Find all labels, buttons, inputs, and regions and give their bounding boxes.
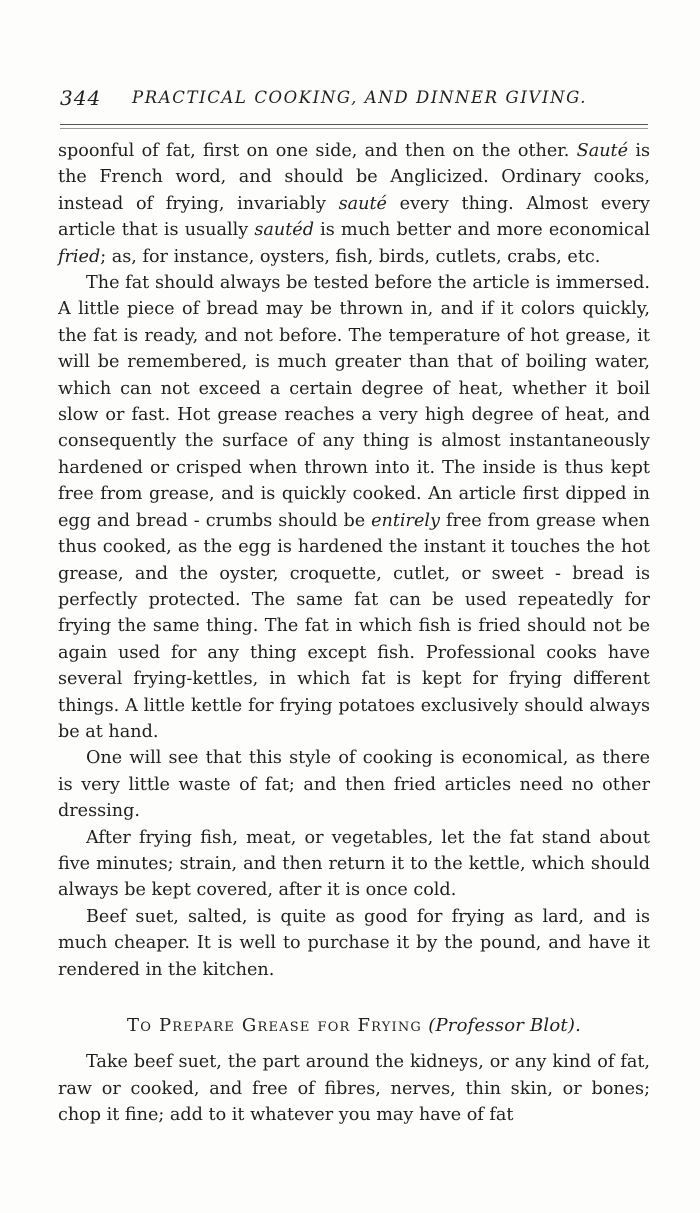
recipe-heading — [58, 1013, 650, 1039]
italic-term: entirely — [371, 510, 440, 531]
italic-term: sautéd — [254, 220, 314, 241]
paragraph-3: One will see that this style of cooking is economical, as there is very little waste of fat; and then fried articles need no other dressing. — [58, 748, 650, 822]
italic-term: fried — [58, 246, 101, 267]
recipe-attribution: (Professor Blot). — [428, 1015, 581, 1036]
running-title: PRACTICAL COOKING, AND DINNER GIVING. — [132, 88, 588, 107]
recipe-title: To Prepare Grease for Frying — [127, 1015, 423, 1036]
paragraph-2: The fat should always be tested before the article is immersed. A little piece of bread may be thrown in, and if it colors quickly, the fat is ready, and not before. The temperature of hot grease, it will be remembered, is much greater than that of boiling water, which can not exceed a certain degree of heat, whether it boil slow or fast. Hot grease reaches a very high degree of heat, and consequently the surface of any thing is almost instantaneously hardened or crisped when thrown into it. The inside is thus kept free from grease, and is quickly cooked. An article first dipped in egg and bread - crumbs should be entirely free from grease when thus cooked, as the egg is hardened the instant it touches the hot grease, and the oyster, croquette, cutlet, or sweet - bread is perfectly protected. The same fat can be used repeatedly for frying the same thing. The fat in which fish is fried should not be again used for any thing except fish. Professional cooks have several frying-kettles, in which fat is kept for frying different things. A little kettle for frying potatoes exclusively should always be at hand. — [58, 273, 650, 742]
italic-term: Sauté — [576, 141, 629, 161]
paragraph-5: Beef suet, salted, is quite as good for frying as lard, and is much cheaper. It is well to purchase it by the pound, and have it rendered in the kitchen. — [58, 906, 650, 980]
paragraph-4: After frying fish, meat, or vegetables, let the fat stand about five minutes; strain, and then return it to the kettle, which should always be kept covered, after it is once cold. — [58, 827, 650, 901]
header-rule-secondary — [60, 128, 648, 129]
italic-term: sauté — [338, 193, 387, 214]
page-number: 344 — [60, 86, 102, 110]
recipe-paragraph: Take beef suet, the part around the kidneys, or any kind of fat, raw or cooked, and free of fibres, nerves, thin skin, or bones; chop it fine; add to it whatever you may have of fat — [58, 1052, 650, 1126]
body-text — [58, 138, 650, 1129]
paragraph-1: spoonful of fat, first on one side, and then on the other. Sauté is the French word, and should be Anglicized. Ordinary cooks, instead of frying, invariably sauté every thing. Almost every article that is usually sautéd is much better and more economical fried; as, for instance, oysters, fish, birds, cutlets, crabs, etc. — [58, 141, 650, 267]
header-rule — [60, 124, 648, 125]
page-header — [60, 84, 650, 114]
